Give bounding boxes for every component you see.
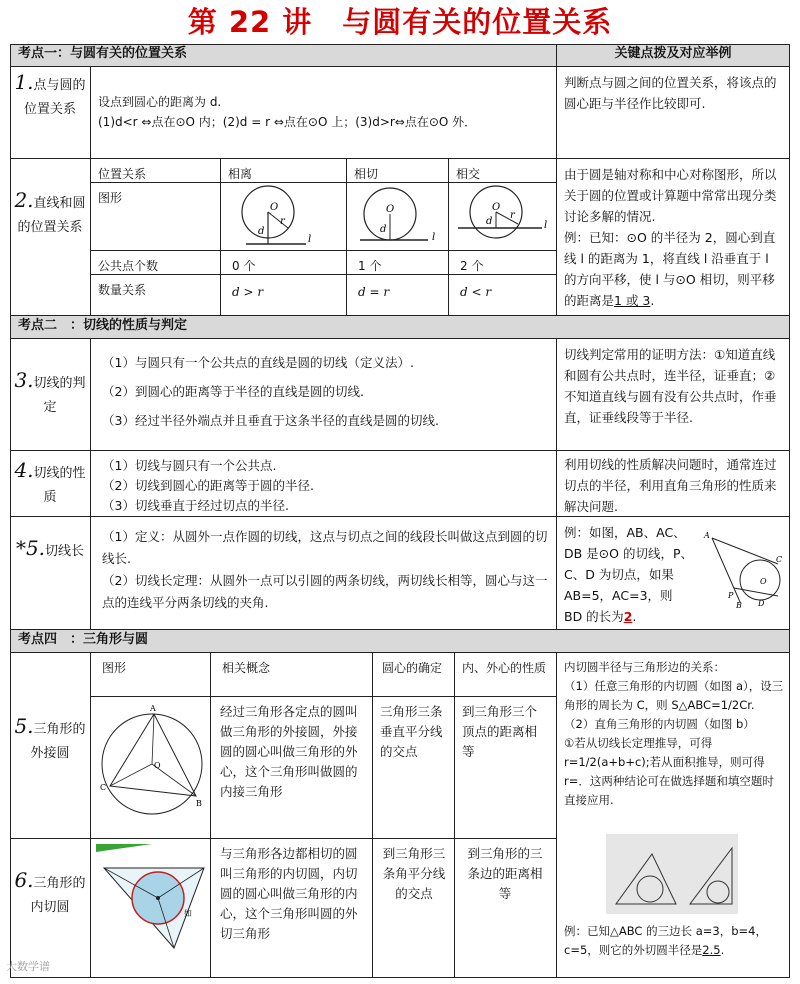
section2-title: 考点二 ：切线的性质与判定 xyxy=(18,318,188,333)
row2-col-header-0: 位置关系 xyxy=(98,167,147,181)
circumcircle-label xyxy=(10,696,90,838)
svg-text:O: O xyxy=(760,577,767,586)
section2-header xyxy=(10,316,790,338)
row2-row-label-figure: 图形 xyxy=(98,191,123,205)
svg-text:l: l xyxy=(544,220,548,231)
relation-intersect: d < r xyxy=(460,285,492,299)
row2-note-2-text: 例：已知：⊙O 的半径为 2，圆心到直线 l 的距离为 1，将直线 l 沿垂直于 l 的方向平移，使 l 与⊙O 相切，则平移的距离是 xyxy=(564,230,776,308)
svg-text:O: O xyxy=(154,761,161,770)
row2-note-2 xyxy=(564,227,784,311)
figure-intersect xyxy=(452,184,554,248)
svg-text:A: A xyxy=(704,531,710,540)
row3-label-text: 切线的判定 xyxy=(33,376,86,415)
incircle-note-p1: （1）任意三角形的内切圆（如图 a），设三角形的周长为 C，则 S△ABC=1/2Cr. xyxy=(564,679,784,712)
incircle-note-p2: （2）直角三角形的内切圆（如图 b） xyxy=(564,717,755,731)
row5-note-answer: 2 xyxy=(623,609,633,624)
row2-row-label-relation: 数量关系 xyxy=(98,283,147,297)
svg-text:r: r xyxy=(280,216,285,227)
row1-label xyxy=(10,66,90,158)
row3-label xyxy=(10,338,90,450)
row2-row-label-count: 公共点个数 xyxy=(98,259,159,273)
row4-item-2: （2）切线到圆心的距离等于圆的半径. xyxy=(102,478,314,493)
row3-content xyxy=(96,344,554,444)
row2-note-answer: 1 或 3 xyxy=(614,293,651,308)
figure-tangent xyxy=(350,184,448,248)
svg-text:d: d xyxy=(380,224,387,235)
row4-note: 利用切线的性质解决问题时，通常连过切点的半径，利用直角三角形的性质来解决问题. xyxy=(564,457,777,514)
row5-note xyxy=(558,518,700,628)
count-intersect: 2 个 xyxy=(460,259,484,273)
row5-item-2: （2）切线长定理：从圆外一点可以引圆的两条切线，两切线长相等，圆心与这一点的连线平分两条切线的夹角. xyxy=(102,573,548,610)
key-points-header xyxy=(556,44,790,66)
row5-label xyxy=(10,516,90,628)
incircle-figure xyxy=(92,840,210,978)
row3-item-1: （1）与圆只有一个公共点的直线是圆的切线（定义法）. xyxy=(102,355,414,370)
row5-note-end: . xyxy=(632,609,637,624)
count-separate: 0 个 xyxy=(232,259,256,273)
section4-header xyxy=(10,630,790,652)
incircle-example-answer: 2.5 xyxy=(702,943,721,957)
svg-text:O: O xyxy=(270,202,279,213)
relation-separate: d > r xyxy=(232,285,264,299)
incircle-note xyxy=(558,654,790,834)
row2-label xyxy=(10,158,90,314)
row2-note xyxy=(558,160,790,314)
row3-num: 3. xyxy=(14,368,34,392)
figure-separate xyxy=(226,184,344,248)
s4-col-header-concept: 相关概念 xyxy=(222,661,271,675)
svg-text:P: P xyxy=(728,591,734,600)
circumcircle-concept: 经过三角形各定点的圆叫做三角形的外接圆，外接圆的圆心叫做三角形的外心，这个三角形叫做圆的内接三角形 xyxy=(220,704,358,799)
row1-label-text: 点与圆的位置关系 xyxy=(23,78,86,117)
row2-note-1: 由于圆是轴对称和中心对称图形，所以关于圆的位置或计算题中常常出现分类讨论多解的情况. xyxy=(564,167,777,224)
s4-col-header-center: 圆心的确定 xyxy=(382,661,443,675)
row1-num: 1. xyxy=(14,70,34,94)
section1-header xyxy=(10,44,556,66)
row3-note: 切线判定常用的证明方法：①知道直线和圆有公共点时，连半径，证垂直；②不知道直线与圆有没有公共点时，作垂直，证垂线段等于半径. xyxy=(564,347,777,425)
row5-note-text: 例：如图，AB、AC、DB 是⊙O 的切线，P、C、D 为切点，如果 AB=5，AC=3，则 BD 的长为 xyxy=(564,525,693,624)
incircle-label xyxy=(10,838,90,978)
svg-text:d: d xyxy=(486,216,493,227)
circumcircle-center: 三角形三条垂直平分线的交点 xyxy=(380,704,443,759)
incircle-example-text: 例：已知△ABC 的三边长 a=3，b=4，c=5，则它的外切圆半径是 xyxy=(564,924,767,957)
row2-col-header-3: 相交 xyxy=(456,167,481,181)
row4-label-text: 切线的性质 xyxy=(33,466,86,505)
row5-content xyxy=(96,522,554,622)
row1-content xyxy=(92,88,554,148)
circumcircle-property: 到三角形三个顶点的距离相等 xyxy=(462,704,538,759)
relation-tangent: d = r xyxy=(358,285,390,299)
incircle-center: 到三角形三条角平分线的交点 xyxy=(382,846,446,901)
key-points-title: 关键点拨及对应举例 xyxy=(614,46,732,61)
row3-item-3: （3）经过半径外端点并且垂直于这条半径的直线是圆的切线. xyxy=(102,413,439,428)
section1-title: 考点一：与圆有关的位置关系 xyxy=(18,46,188,61)
row2-num: 2. xyxy=(14,188,34,212)
s4-col-header-figure: 图形 xyxy=(102,661,127,675)
row2-note-2-end: . xyxy=(650,293,655,308)
row5-label-text: 切线长 xyxy=(45,544,85,559)
svg-text:l: l xyxy=(308,234,312,245)
svg-text:l: l xyxy=(432,232,436,243)
row1-line2: (1)d<r ⇔点在⊙O 内；(2)d = r ⇔点在⊙O 上；(3)d>r⇔点在⊙O 外． xyxy=(98,115,477,129)
circumcircle-figure xyxy=(92,698,210,836)
row4-item-3: （3）切线垂直于经过切点的半径. xyxy=(102,498,289,513)
page-title: 第 22 讲 与圆有关的位置关系 xyxy=(187,5,613,39)
svg-text:d: d xyxy=(258,226,265,237)
row2-label-text: 直线和圆的位置关系 xyxy=(17,196,86,235)
row1-line1: 设点到圆心的距离为 d. xyxy=(98,95,222,109)
svg-text:D: D xyxy=(758,599,765,608)
incircle-label-text: 三角形的内切圆 xyxy=(30,876,86,915)
s4-col-header-property: 内、外心的性质 xyxy=(462,661,547,675)
incircle-fig-caption: 如 xyxy=(184,909,192,918)
svg-text:r: r xyxy=(510,210,515,221)
svg-text:B: B xyxy=(196,799,202,808)
incircle-example-end: . xyxy=(720,943,725,957)
svg-text:B: B xyxy=(736,601,742,608)
watermark: 大数学谱 xyxy=(6,960,50,973)
incircle-property: 到三角形的三条边的距离相等 xyxy=(467,846,543,901)
row3-item-2: （2）到圆心的距离等于半径的直线是圆的切线. xyxy=(102,384,364,399)
svg-text:C: C xyxy=(100,783,107,792)
circumcircle-num: 5. xyxy=(14,714,34,738)
row4-content xyxy=(96,452,554,514)
incircle-concept: 与三角形各边都相切的圆叫三角形的内切圆，内切圆的圆心叫做三角形的内心，这个三角形叫圆的外切三角形 xyxy=(220,846,358,941)
row4-item-1: （1）切线与圆只有一个公共点. xyxy=(102,458,277,473)
circumcircle-label-text: 三角形的外接圆 xyxy=(30,722,86,761)
section4-title: 考点四 ：三角形与圆 xyxy=(18,632,149,647)
svg-text:C: C xyxy=(776,555,783,564)
svg-text:O: O xyxy=(386,204,395,215)
svg-text:O: O xyxy=(492,202,501,213)
tangent-length-figure xyxy=(702,524,788,608)
row1-note: 判断点与圆之间的位置关系，将该点的圆心距与半径作比较即可. xyxy=(564,75,777,111)
row2-col-header-2: 相切 xyxy=(354,167,379,181)
row2-col-header-1: 相离 xyxy=(228,167,253,181)
incircle-num: 6. xyxy=(14,868,34,892)
row5-item-1: （1）定义：从圆外一点作圆的切线，这点与切点之间的线段长叫做这点到圆的切线长. xyxy=(102,529,548,566)
count-tangent: 1 个 xyxy=(358,259,382,273)
row4-num: 4. xyxy=(14,458,34,482)
incircle-example xyxy=(558,918,790,978)
svg-text:A: A xyxy=(150,704,156,713)
incircle-photo-figure xyxy=(606,834,738,914)
incircle-note-p3: ①若从切线长定理推导，可得 r=1/2(a+b+c);若从面积推导，则可得 r=．这两种结论可在做选择题和填空题时直接应用. xyxy=(564,736,774,807)
incircle-note-heading: 内切圆半径与三角形边的关系： xyxy=(564,660,725,674)
row4-label xyxy=(10,450,90,516)
row5-num: *5. xyxy=(15,536,46,560)
